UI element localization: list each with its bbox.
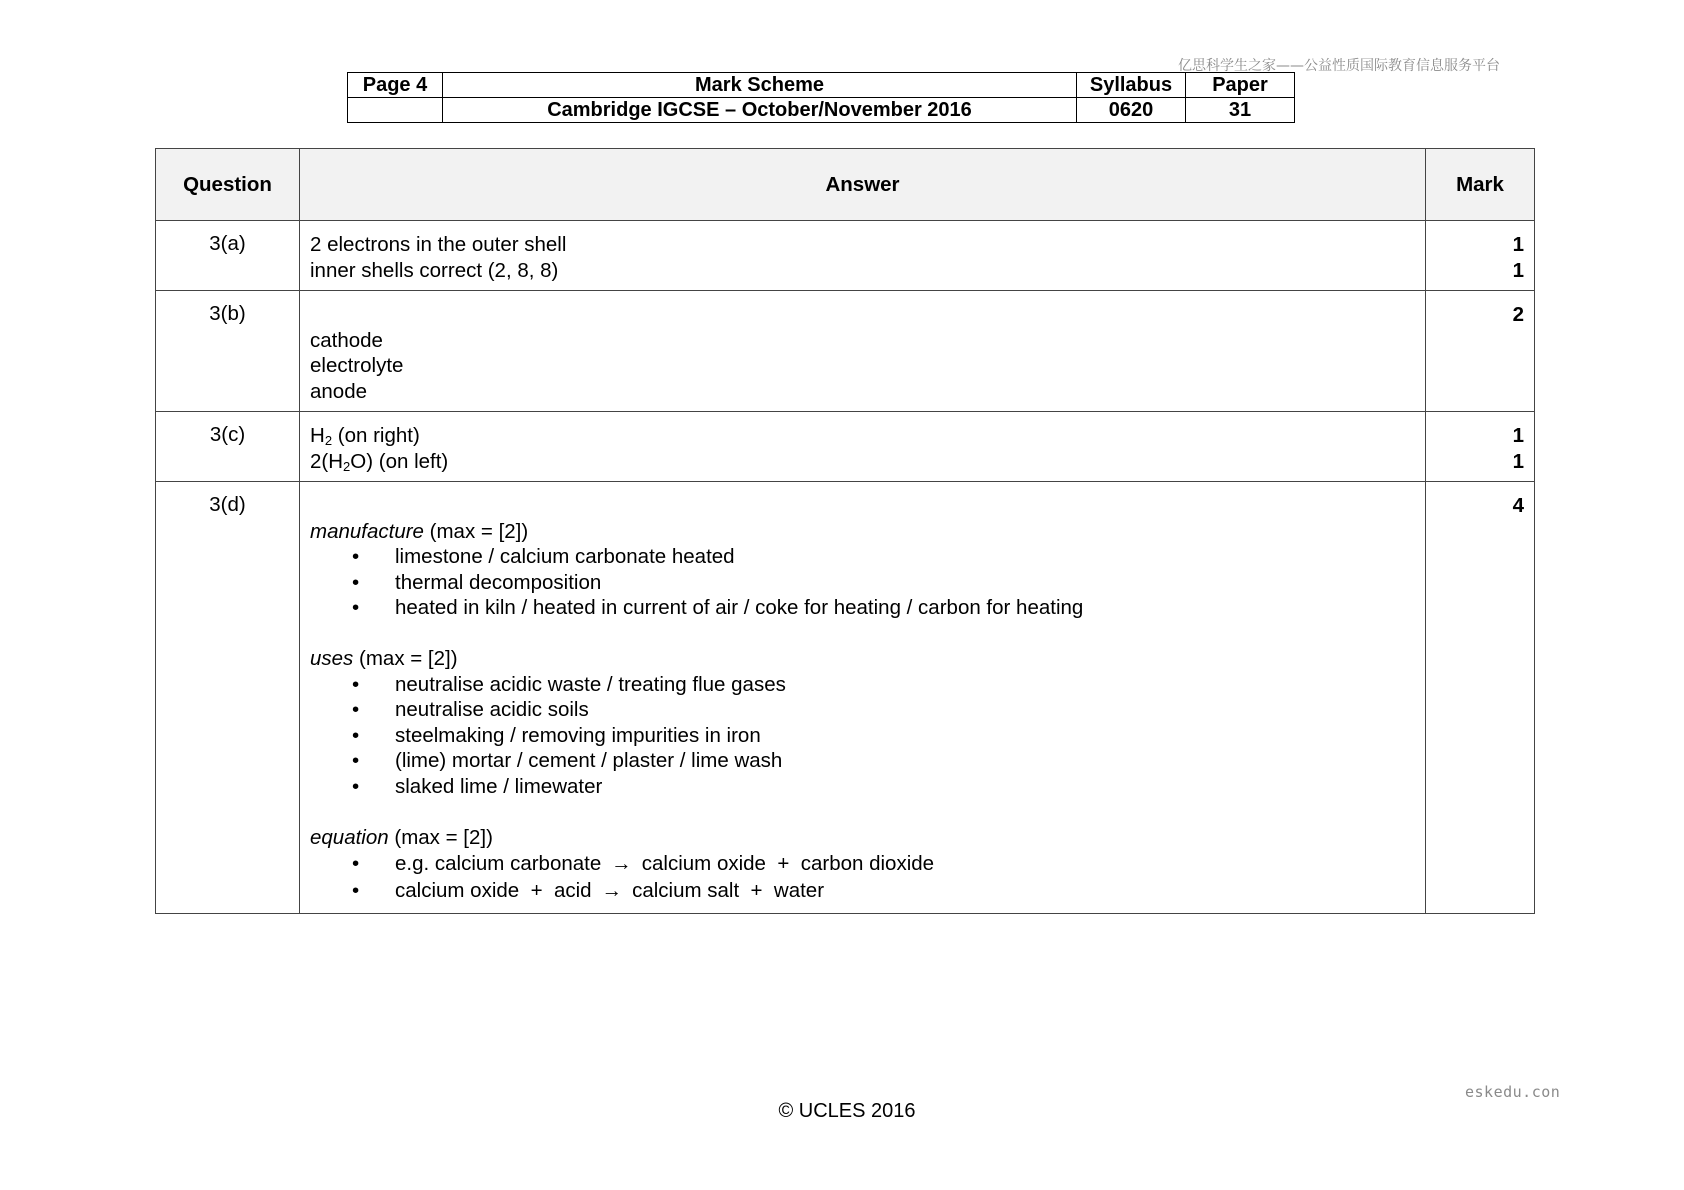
mark-value: 1 bbox=[1512, 424, 1524, 447]
arrow-icon: → bbox=[601, 879, 623, 902]
paper-label: Paper bbox=[1186, 73, 1295, 98]
answer-line: electrolyte bbox=[310, 354, 404, 377]
answer-cell bbox=[300, 221, 1426, 291]
list-item: • calcium oxide + acid → calcium salt + water bbox=[310, 877, 1415, 904]
copyright-footer: © UCLES 2016 bbox=[778, 1100, 916, 1122]
answer-line: $2(H_2O)$ (on left) bbox=[310, 449, 449, 474]
list-item: • e.g. calcium carbonate → calcium oxide + carbon dioxide bbox=[310, 850, 1415, 877]
answer-line: $H_2$ (on right) bbox=[310, 424, 420, 448]
question-number: 3(d) bbox=[156, 482, 300, 914]
watermark-top: 亿思科学生之家——公益性质国际教育信息服务平台 bbox=[1178, 58, 1500, 74]
bullet-list bbox=[310, 672, 1415, 800]
arrow-icon: → bbox=[611, 852, 632, 875]
question-number: 3(a) bbox=[156, 221, 300, 291]
header-table bbox=[347, 72, 1295, 123]
mark-column-header: Mark bbox=[1426, 149, 1535, 221]
section-heading: manufacture (max = [2]) bbox=[310, 519, 529, 543]
syllabus-label: Syllabus bbox=[1077, 73, 1186, 98]
table-row bbox=[156, 412, 1535, 482]
list-item: • steelmaking / removing impurities in iron bbox=[310, 723, 1415, 749]
table-row bbox=[156, 482, 1535, 914]
bullet-list bbox=[310, 850, 1415, 904]
answer-cell bbox=[300, 291, 1426, 412]
list-item: • thermal decomposition bbox=[310, 570, 1415, 596]
mark-value: 2 bbox=[1512, 303, 1524, 326]
syllabus-code: 0620 bbox=[1077, 98, 1186, 123]
table-row bbox=[156, 291, 1535, 412]
answer-cell bbox=[300, 482, 1426, 914]
mark-value: 1 bbox=[1512, 233, 1524, 256]
header-empty-cell bbox=[348, 98, 443, 123]
answer-line: 2 electrons in the outer shell bbox=[310, 233, 567, 256]
mark-value: 4 bbox=[1512, 494, 1524, 517]
answer-line: inner shells correct (2, 8, 8) bbox=[310, 258, 559, 282]
mark-scheme-table bbox=[155, 148, 1535, 914]
answer-column-header: Answer bbox=[300, 149, 1426, 221]
mark-scheme-label: Mark Scheme bbox=[443, 73, 1077, 98]
bullet-list bbox=[310, 544, 1415, 621]
question-number: 3(c) bbox=[156, 412, 300, 482]
list-item: • heated in kiln / heated in current of air / coke for heating / carbon for heating bbox=[310, 595, 1415, 621]
list-item: • (lime) mortar / cement / plaster / lime wash bbox=[310, 748, 1415, 774]
paper-number: 31 bbox=[1186, 98, 1295, 123]
list-item: • slaked lime / limewater bbox=[310, 774, 1415, 800]
list-item: • neutralise acidic soils bbox=[310, 697, 1415, 723]
watermark-bottom: eskedu.con bbox=[1465, 1083, 1561, 1101]
list-item: • limestone / calcium carbonate heated bbox=[310, 544, 1415, 570]
exam-title: Cambridge IGCSE – October/November 2016 bbox=[443, 98, 1077, 123]
page-number: Page 4 bbox=[348, 73, 443, 98]
mark-cell bbox=[1426, 291, 1535, 412]
mark-value: 1 bbox=[1512, 258, 1524, 282]
answer-cell bbox=[300, 412, 1426, 482]
answer-line: anode bbox=[310, 379, 368, 403]
answer-line: cathode bbox=[310, 328, 383, 352]
section-heading: equation (max = [2]) bbox=[310, 825, 493, 849]
mark-cell bbox=[1426, 412, 1535, 482]
mark-cell bbox=[1426, 482, 1535, 914]
table-row bbox=[156, 221, 1535, 291]
question-column-header: Question bbox=[156, 149, 300, 221]
mark-value: 1 bbox=[1512, 449, 1524, 473]
list-item: • neutralise acidic waste / treating flue gases bbox=[310, 672, 1415, 698]
section-heading: uses (max = [2]) bbox=[310, 647, 458, 670]
question-number: 3(b) bbox=[156, 291, 300, 412]
mark-cell bbox=[1426, 221, 1535, 291]
